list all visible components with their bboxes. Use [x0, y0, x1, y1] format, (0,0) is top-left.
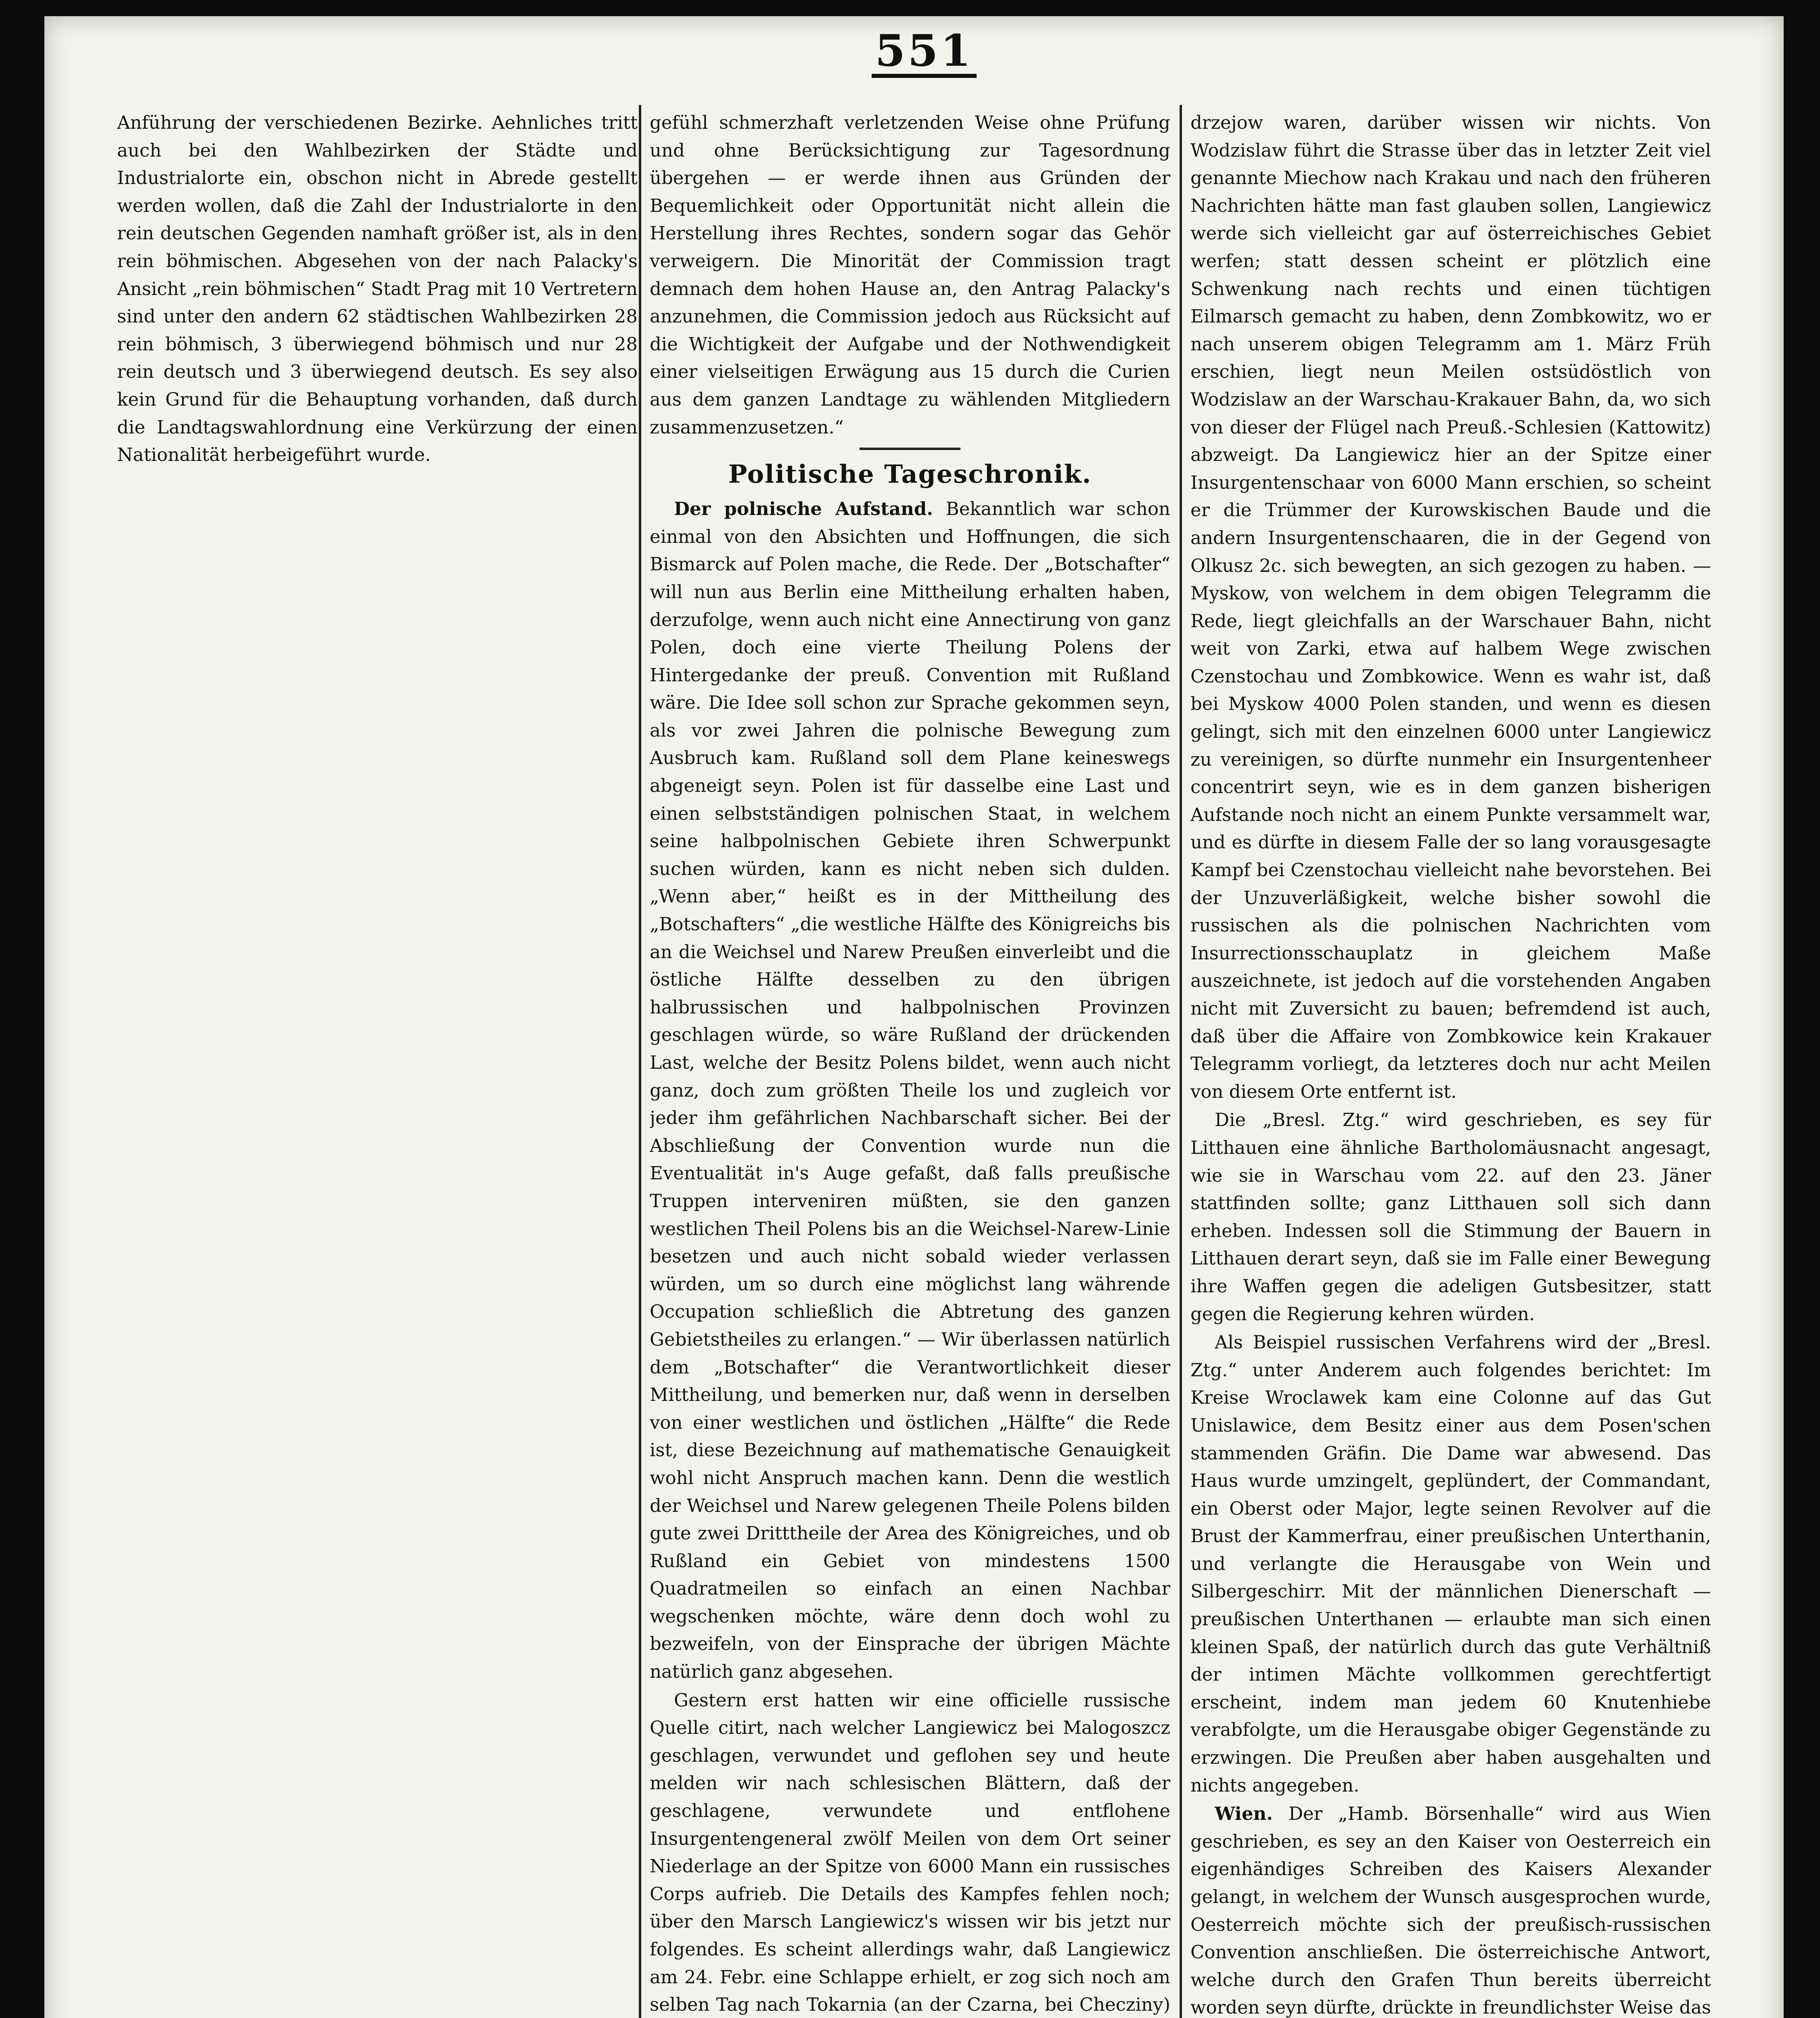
section-divider	[860, 448, 960, 450]
article-polish-uprising	[650, 495, 1170, 1686]
column-middle	[650, 109, 1170, 2018]
column-left-paragraph-1: Anführung der verschiedenen Bezirke. Aehnliches tritt auch bei den Wahlbezirken der Städte und Industrialorte ein, obschon nicht in Abrede gestellt werden wollen, daß die Zahl der Industrialorte in den rein deutschen Gegenden namhaft größer ist, als in den rein böhmischen. Abgesehen von der nach Palacky's Ansicht „rein böhmischen“ Stadt Prag mit 10 Vertretern sind unter den andern 62 städtischen Wahlbezirken 28 rein böhmisch, 3 überwiegend böhmisch und nur 28 rein deutsch und 3 überwiegend deutsch. Es sey also kein Grund für die Behauptung vorhanden, daß durch die Landtagswahlordnung eine Verkürzung der einen Nationalität herbeigeführt wurde.	[117, 112, 638, 466]
article-paragraph-1: Bekanntlich war schon einmal von den Absichten und Hoffnungen, die sich Bismarck auf Polen mache, die Rede. Der „Botschafter“ will nun aus Berlin eine Mittheilung erhalten haben, derzufolge, wenn auch nicht eine Annectirung von ganz Polen, doch eine vierte Theilung Polens der Hintergedanke der preuß. Convention mit Rußland wäre. Die Idee soll schon zur Sprache gekommen seyn, als vor zwei Jahren die polnische Bewegung zum Ausbruch kam. Rußland soll dem Plane keineswegs abgeneigt seyn. Polen ist für dasselbe eine Last und einen selbstständigen polnischen Staat, in welchem seine halbpolnischen Gebiete ihren Schwerpunkt suchen würden, kann es nicht neben sich dulden. „Wenn aber,“ heißt es in der Mittheilung des „Botschafters“ „die westliche Hälfte des Königreichs bis an die Weichsel und Narew Preußen einverleibt und die östliche Hälfte desselben zu den übrigen halbrussischen und halbpolnischen Provinzen geschlagen würde, so wäre Rußland der drückenden Last, welche der Besitz Polens bildet, wenn auch nicht ganz, doch zum größten Theile los und zugleich vor jeder ihm gefährlichen Nachbarschaft sicher. Bei der Abschließung der Convention wurde nun die Eventualität in's Auge gefaßt, daß falls preußische Truppen interveniren müßten, sie den ganzen westlichen Theil Polens bis an die Weichsel-Narew-Linie besetzen und auch nicht sobald wieder verlassen würden, um so durch eine möglichst lang währende Occupation schließlich die Abtretung des ganzen Gebietstheiles zu erlangen.“ — Wir überlassen natürlich dem „Botschafter“ die Verantwortlichkeit dieser Mittheilung, und bemerken nur, daß wenn in derselben von einer westlichen und östlichen „Hälfte“ die Rede ist, diese Bezeichnung auf mathematische Genauigkeit wohl nicht Anspruch machen kann. Denn die westlich der Weichsel und Narew gelegenen Theile Polens bilden gute zwei Dritttheile der Area des Königreiches, und ob Rußland ein Gebiet von mindestens 1500 Quadratmeilen so einfach an einen Nachbar wegschenken möchte, wäre denn doch wohl zu bezweifeln, von der Einsprache der übrigen Mächte natürlich ganz abgesehen.	[650, 498, 1170, 1683]
column-right	[1190, 109, 1711, 2018]
column-rule-right	[1180, 105, 1182, 2018]
article-wien-lead: Wien.	[1215, 1803, 1273, 1825]
column-rule-left	[639, 105, 641, 2018]
column-left	[117, 109, 638, 2018]
article-paragraph-2: Gestern erst hatten wir eine officielle russische Quelle citirt, nach welcher Langiewicz bei Malogoszcz geschlagen, verwundet und geflohen sey und heute melden wir nach schlesischen Blättern, daß der geschlagene, verwundete und entflohene Insurgentengeneral zwölf Meilen von dem Ort seiner Niederlage an der Spitze von 6000 Mann ein russisches Corps aufrieb. Die Details des Kampfes fehlen noch; über den Marsch Langiewicz's wissen wir bis jetzt nur folgendes. Es scheint allerdings wahr, daß Langiewicz am 24. Febr. eine Schlappe erhielt, er zog sich noch am selben Tag nach Tokarnia (an der Czarna, bei Checziny)	[650, 1689, 1170, 2016]
column-right-paragraph-2: Die „Bresl. Ztg.“ wird geschrieben, es sey für Litthauen eine ähnliche Bartholomäusnacht angesagt, wie sie in Warschau vom 22. auf den 23. Jäner stattfinden sollte; ganz Litthauen soll sich dann erheben. Indessen soll die Stimmung der Bauern in Litthauen derart seyn, daß sie im Falle einer Bewegung ihre Waffen gegen die adeligen Gutsbesitzer, statt gegen die Regierung kehren würden.	[1190, 1109, 1711, 1325]
column-middle-intro: gefühl schmerzhaft verletzenden Weise ohne Prüfung und ohne Berücksichtigung zur Tagesordnung übergehen — er werde ihnen aus Gründen der Bequemlichkeit oder Opportunität nicht allein die Herstellung ihres Rechtes, sondern sogar das Gehör verweigern. Die Minorität der Commission tragt demnach dem hohen Hause an, den Antrag Palacky's anzunehmen, die Commission jedoch aus Rücksicht auf die Wichtigkeit der Aufgabe und der Nothwendigkeit einer vielseitigen Erwägung aus 15 durch die Curien aus dem ganzen Landtage zu wählenden Mitgliedern zusammenzusetzen.“	[650, 112, 1170, 438]
section-heading: Politische Tageschronik.	[728, 459, 1092, 489]
column-right-paragraph-1: drzejow waren, darüber wissen wir nichts. Von Wodzislaw führt die Strasse über das in letzter Zeit viel genannte Miechow nach Krakau und nach den früheren Nachrichten hätte man fast glauben sollen, Langiewicz werde sich vielleicht gar auf österreichisches Gebiet werfen; statt dessen scheint er plötzlich eine Schwenkung nach rechts und einen tüchtigen Eilmarsch gemacht zu haben, denn Zombkowitz, wo er nach unserem obigen Telegramm am 1. März Früh erschien, liegt neun Meilen ostsüdöstlich von Wodzislaw an der Warschau-Krakauer Bahn, da, wo sich von dieser der Flügel nach Preuß.-Schlesien (Kattowitz) abzweigt. Da Langiewicz hier an der Spitze einer Insurgentenschaar von 6000 Mann erschien, so scheint er die Trümmer der Kurowskischen Baude und die andern Insurgentenschaaren, die in der Gegend von Olkusz 2c. sich bewegten, an sich gezogen zu haben. — Myskow, von welchem in dem obigen Telegramm die Rede, liegt gleichfalls an der Warschauer Bahn, nicht weit von Zarki, etwa auf halbem Wege zwischen Czenstochau und Zombkowice. Wenn es wahr ist, daß bei Myskow 4000 Polen standen, und wenn es diesen gelingt, sich mit den einzelnen 6000 unter Langiewicz zu vereinigen, so dürfte nunmehr ein Insurgentenheer concentrirt seyn, wie es in dem ganzen bisherigen Aufstande noch nicht an einem Punkte versammelt war, und es dürfte in diesem Falle der so lang vorausgesagte Kampf bei Czenstochau vielleicht nahe bevorstehen. Bei der Unzuverläßigkeit, welche bisher sowohl die russischen als die polnischen Nachrichten vom Insurrectionsschauplatz in gleichem Maße auszeichnete, ist jedoch auf die vorstehenden Angaben nicht mit Zuversicht zu bauen; befremdend ist auch, daß über die Affaire von Zombkowice kein Krakauer Telegramm vorliegt, da letzteres doch nur acht Meilen von diesem Orte entfernt ist.	[1190, 112, 1711, 1102]
article-wien	[1190, 1800, 1711, 2018]
article-wien-text: Der „Hamb. Börsenhalle“ wird aus Wien geschrieben, es sey an den Kaiser von Oesterreich ein eigenhändiges Schreiben des Kaisers Alexander gelangt, in welchem der Wunsch ausgesprochen wurde, Oesterreich möchte sich der preußisch-russischen Convention anschließen. Die österreichische Antwort, welche durch den Grafen Thun bereits überreicht worden seyn dürfte, drückte in freundlichster Weise das	[1190, 1803, 1711, 2018]
page-number: 551	[872, 28, 977, 78]
article-lead-title: Der polnische Aufstand.	[674, 498, 933, 520]
column-right-paragraph-3: Als Beispiel russischen Verfahrens wird der „Bresl. Ztg.“ unter Anderem auch folgendes berichtet: Im Kreise Wroclawek kam eine Colonne auf das Gut Unislawice, dem Besitz einer aus dem Posen'schen stammenden Gräfin. Die Dame war abwesend. Das Haus wurde umzingelt, geplündert, der Commandant, ein Oberst oder Major, legte seinen Revolver auf die Brust der Kammerfrau, einer preußischen Unterthanin, und verlangte die Herausgabe von Wein und Silbergeschirr. Mit der männlichen Dienerschaft — preußischen Unterthanen — erlaubte man sich einen kleinen Spaß, der natürlich durch das gute Verhältniß der intimen Mächte vollkommen gerechtfertigt erscheint, indem man jedem 60 Knutenhiebe verabfolgte, um die Herausgabe obiger Gegenstände zu erzwingen. Die Preußen aber haben ausgehalten und nichts angegeben.	[1190, 1331, 1711, 1796]
